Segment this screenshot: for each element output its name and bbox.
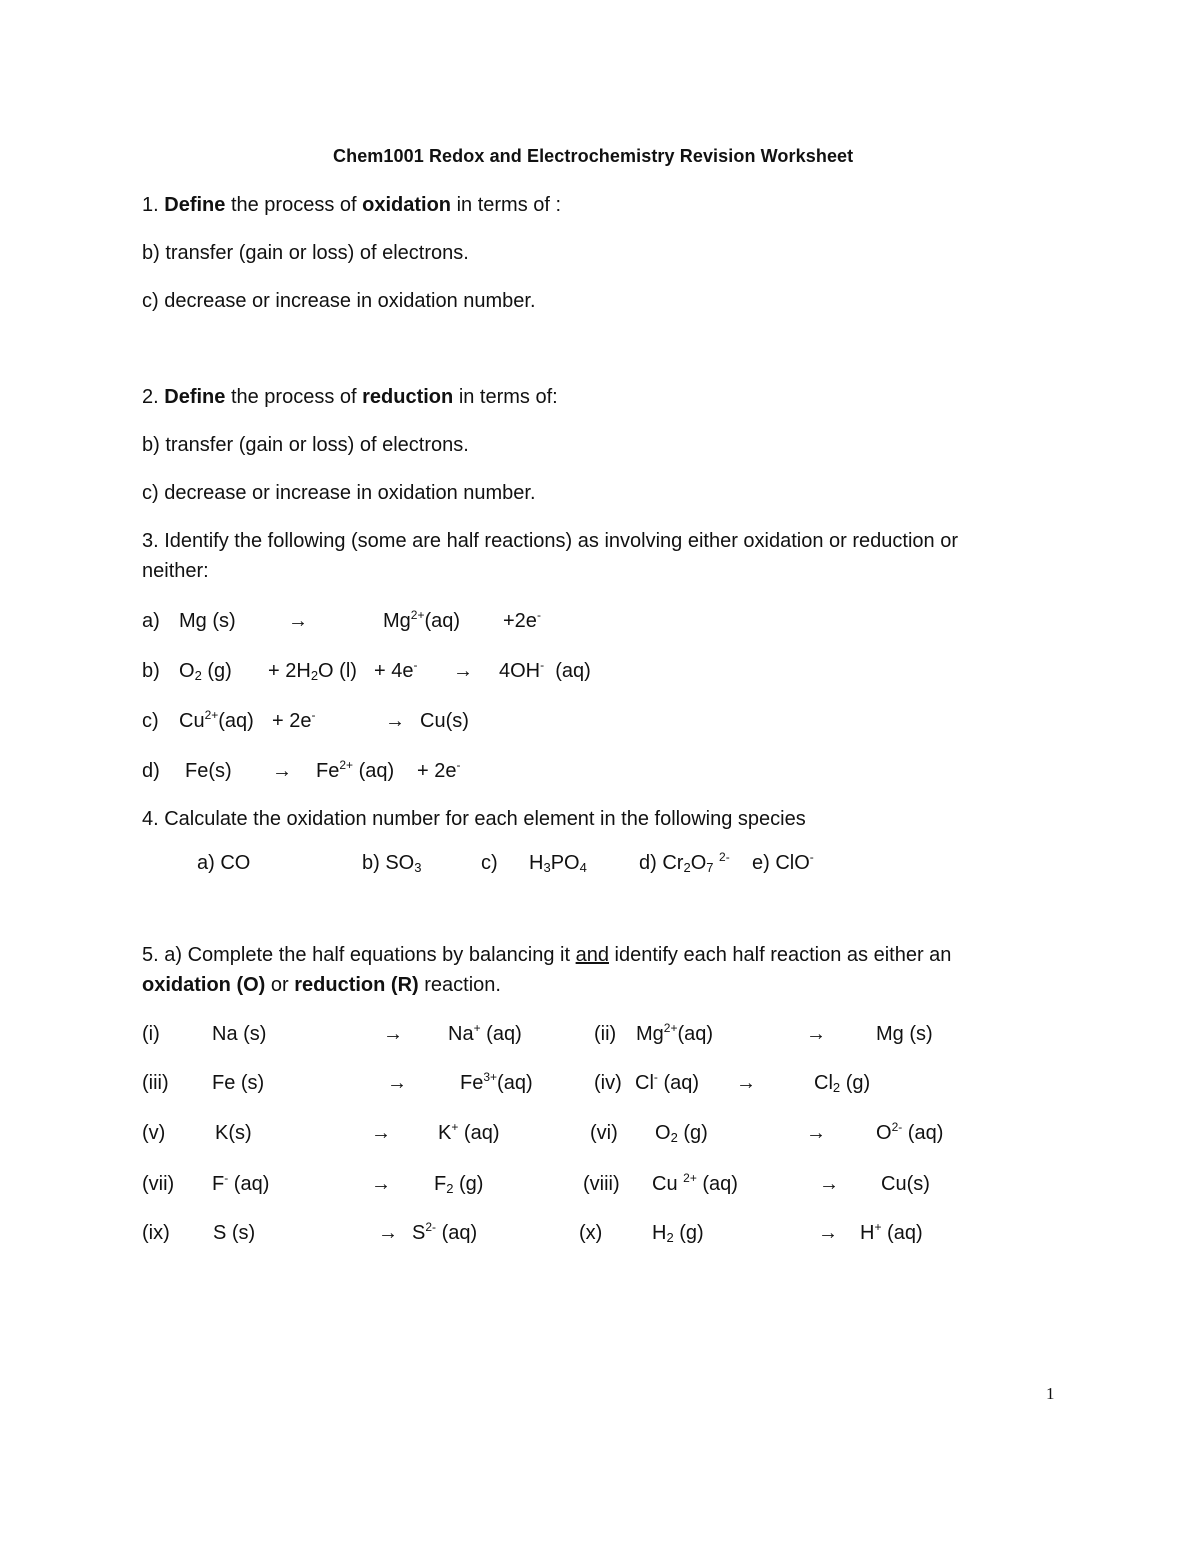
arrow-icon: → (819, 1173, 839, 1195)
q3b-oxygen: $O_2$ (g) (179, 660, 232, 683)
q4-c: $H_3PO_4$ (529, 852, 587, 875)
q5-number: (iii) (142, 1072, 169, 1094)
q1-part-c: c) decrease or increase in oxidation number. (142, 290, 536, 312)
arrow-icon: → (387, 1072, 407, 1094)
q5-number: (x) (579, 1222, 603, 1244)
q5-product: $S^{2-}$ (aq) (412, 1220, 478, 1244)
q1-keyword: oxidation (362, 194, 452, 216)
q5-product: $F_2$ (g) (434, 1173, 484, 1196)
arrow-icon: → (806, 1122, 826, 1144)
q5-number: (iv) (594, 1072, 622, 1094)
q3a-reactant: Mg (s) (179, 610, 236, 632)
q5-reduction-term: reduction (R) (294, 974, 419, 996)
q3b-label: b) (142, 660, 160, 682)
page-number: 1 (1046, 1384, 1055, 1403)
q3-prompt-line1: 3. Identify the following (some are half reactions) as involving either oxidation or reduction or (142, 530, 958, 552)
q3b-product: 4OH- (aq) (499, 658, 591, 682)
q3c-label: c) (142, 710, 159, 732)
q4-c-label: c) (481, 852, 498, 874)
q4-prompt: 4. Calculate the oxidation number for each element in the following species (142, 808, 806, 830)
arrow-icon: → (818, 1222, 838, 1244)
q3-prompt-line2: neither: (142, 560, 209, 582)
q2-define: Define (164, 386, 226, 408)
q2-part-c: c) decrease or increase in oxidation number. (142, 482, 536, 504)
q5-product: $O^{2-}$ (aq) (876, 1120, 944, 1144)
q2-end: in terms of: (458, 386, 558, 408)
q5-number: (ii) (594, 1023, 617, 1045)
q2-mid: the process of (230, 386, 357, 408)
q5-reactant: Na (s) (212, 1023, 267, 1045)
q5-number: (vii) (142, 1173, 175, 1195)
q5-reactant: $Mg^{2+}(aq)$ (636, 1021, 714, 1045)
q5-oxidation-term: oxidation (O) (142, 974, 266, 996)
q4-a: a) CO (197, 852, 251, 874)
q5-number: (vi) (590, 1122, 618, 1144)
q5-underlined-and: and (575, 944, 609, 966)
q5-reactant: S (s) (213, 1222, 256, 1244)
q5-product: $Cl_2$ (g) (814, 1072, 871, 1095)
arrow-icon: → (806, 1023, 826, 1045)
q5-reactant: F- (aq) (212, 1171, 270, 1195)
arrow-icon: → (453, 660, 473, 682)
arrow-icon: → (371, 1173, 391, 1195)
q5-prompt-line1: 5. a) Complete the half equations by balancing it and identify each half reaction as either an (142, 944, 952, 966)
arrow-icon: → (288, 610, 308, 632)
q5-product: Cu(s) (881, 1173, 930, 1195)
q5-number: (ix) (142, 1222, 170, 1244)
q5-product: K+ (aq) (438, 1120, 500, 1144)
q5-reactant: $H_2$ (g) (652, 1222, 704, 1245)
q4-b: b) $SO_3$ (362, 852, 422, 875)
arrow-icon: → (385, 710, 405, 732)
q2-part-b: b) transfer (gain or loss) of electrons. (142, 434, 469, 456)
q5-product: Na+ (aq) (448, 1021, 522, 1045)
q3a-label: a) (142, 610, 160, 632)
q5-reactant: Cu $^{2+}$ (aq) (652, 1171, 738, 1195)
q5-product: H+ (aq) (860, 1220, 923, 1244)
q3d-product: $Fe^{2+}$ (aq) (316, 758, 395, 782)
q5-reactant: Cl- (aq) (635, 1070, 700, 1094)
q3b-water: + $2H_2O$ (l) (268, 660, 357, 683)
q2-keyword: reduction (362, 386, 454, 408)
q5-prompt-line2: oxidation (O) or reduction (R) reaction. (142, 974, 501, 996)
arrow-icon: → (378, 1222, 398, 1244)
q1-part-b: b) transfer (gain or loss) of electrons. (142, 242, 469, 264)
q5-reactant: Fe (s) (212, 1072, 265, 1094)
q5-product: Mg (s) (876, 1023, 933, 1045)
q3a-product: $Mg^{2+}(aq)$ (383, 608, 461, 632)
q3d-label: d) (142, 760, 160, 782)
q4-e: e) ClO- (752, 850, 814, 874)
arrow-icon: → (272, 760, 292, 782)
arrow-icon: → (383, 1023, 403, 1045)
arrow-icon: → (736, 1072, 756, 1094)
q5-number: (i) (142, 1023, 160, 1045)
q5-product: $Fe^{3+}(aq)$ (460, 1070, 533, 1094)
q3c-reactant: $Cu^{2+}(aq)$ (179, 708, 254, 732)
q5-number: (v) (142, 1122, 166, 1144)
q3d-electrons: + 2e- (417, 758, 461, 782)
q2-prompt (142, 384, 558, 410)
q5-reactant: $O_2$ (g) (655, 1122, 708, 1145)
q5-number: (viii) (583, 1173, 620, 1195)
q3c-product: Cu(s) (420, 710, 469, 732)
q4-d: d) $Cr_2O_7$ $^{2-}$ (639, 850, 730, 875)
page-title: Chem1001 Redox and Electrochemistry Revision Worksheet (333, 146, 854, 166)
q3c-electrons: + 2e- (272, 708, 316, 732)
q3a-electrons: +2e- (503, 608, 541, 632)
q2-number: 2. (142, 386, 159, 408)
q3d-reactant: Fe(s) (185, 760, 232, 782)
q1-mid: the process of (230, 194, 357, 216)
arrow-icon: → (371, 1122, 391, 1144)
q1-define: Define (164, 194, 226, 216)
q1-number: 1. (142, 194, 159, 216)
q5-reactant: K(s) (215, 1122, 252, 1144)
q3b-electrons: + 4e- (374, 658, 418, 682)
q1-prompt (142, 192, 561, 218)
q1-end: in terms of : (456, 194, 562, 216)
